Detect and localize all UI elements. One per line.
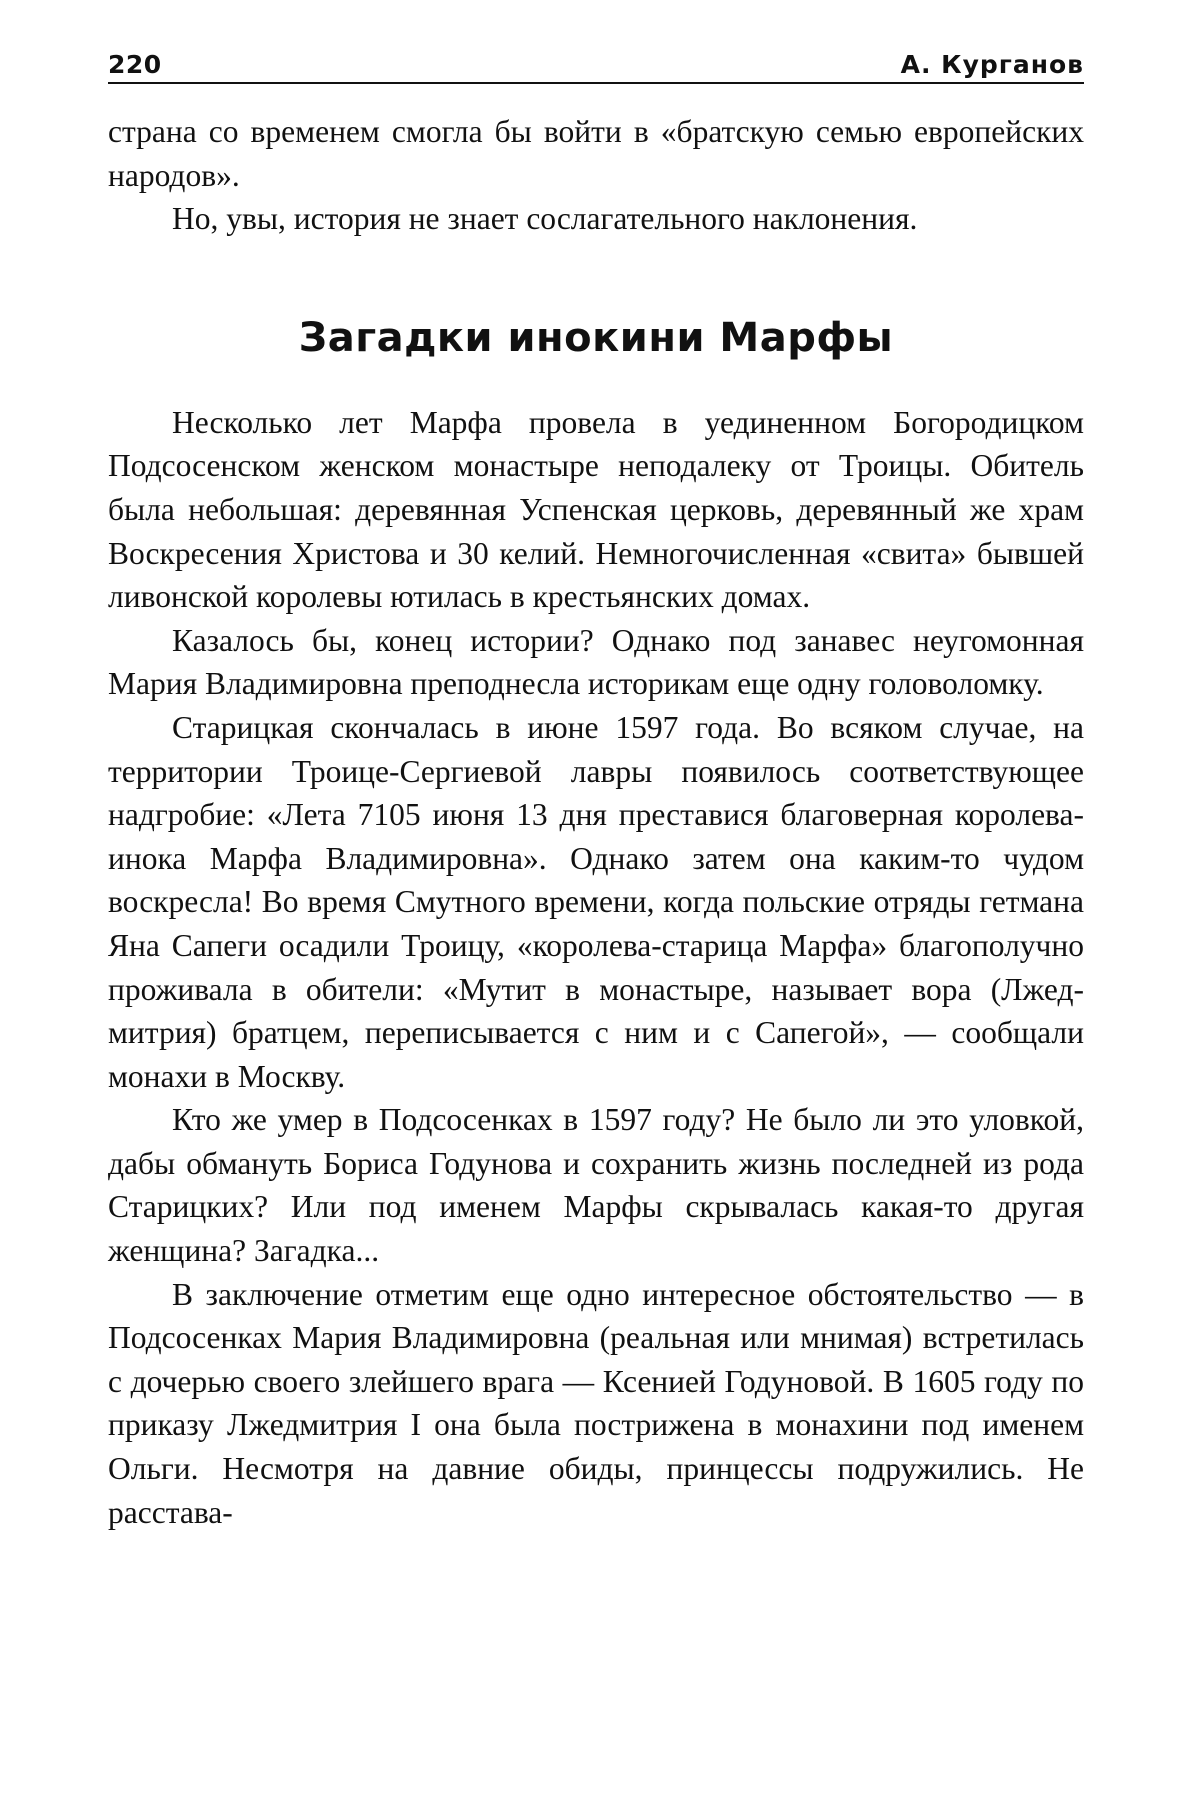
body-paragraph-1: Несколько лет Марфа провела в уединенном Богородицком Подсосенском женском монастыре неподалеку от Троицы. Обитель была небольшая: деревянная Успенская церковь, деревянный же храм Воскресения Христова и 30 келий. Немногочисленная «свита» бывшей ливонской королевы ютилась в крестьянских домах.	[108, 404, 1084, 615]
book-page	[108, 44, 1084, 1534]
section-title: Загадки инокини Марфы	[298, 314, 894, 361]
intro-paragraph-2: Но, увы, история не знает сослагательного наклонения.	[172, 201, 918, 237]
body-paragraph-5: В заключение отметим еще одно интересное обстоятельство — в Подсосенках Мария Владимировна (реальная или мнимая) встретилась с дочерью своего злейшего врага — Ксенией Годуновой. В 1605 году по приказу Лжедмитрия I она была пострижена в монахини под именем Ольги. Несмотря на давние обиды, принцессы подружились. Не расстава-	[108, 1276, 1084, 1530]
page-number: 220	[108, 50, 162, 79]
intro-paragraph-1: страна со временем смогла бы войти в «братскую семью европейских народов».	[108, 114, 1084, 193]
intro-text	[108, 110, 1084, 241]
section-body	[108, 401, 1084, 1534]
page-header	[108, 44, 1084, 84]
body-paragraph-4: Кто же умер в Подсосенках в 1597 году? Не было ли это уловкой, дабы обмануть Бориса Годунова и сохранить жизнь последней из рода Старицких? Или под именем Марфы скрывалась какая-то другая женщина? Загадка...	[108, 1102, 1084, 1269]
body-paragraph-3: Старицкая скончалась в июне 1597 года. Во всяком случае, на территории Троице-Сергиевой лавры появилось соответствующее надгробие: «Лета 7105 июня 13 дня преставися благоверная королева-инока Марфа Владимировна». Однако затем она каким-то чудом воскресла! Во время Смутного времени, когда польские отряды гетмана Яна Сапеги осадили Троицу, «королева-старица Марфа» благополучно проживала в обители: «Мутит в монастыре, называет вора (Лжедмитрия) братцем, переписывается с ним и с Сапегой», — сообщали монахи в Москву.	[108, 709, 1084, 1094]
body-paragraph-2: Казалось бы, конец истории? Однако под занавес неугомонная Мария Владимировна преподнесла историкам еще одну головоломку.	[108, 622, 1084, 702]
running-head-author: А. Курганов	[900, 50, 1084, 79]
